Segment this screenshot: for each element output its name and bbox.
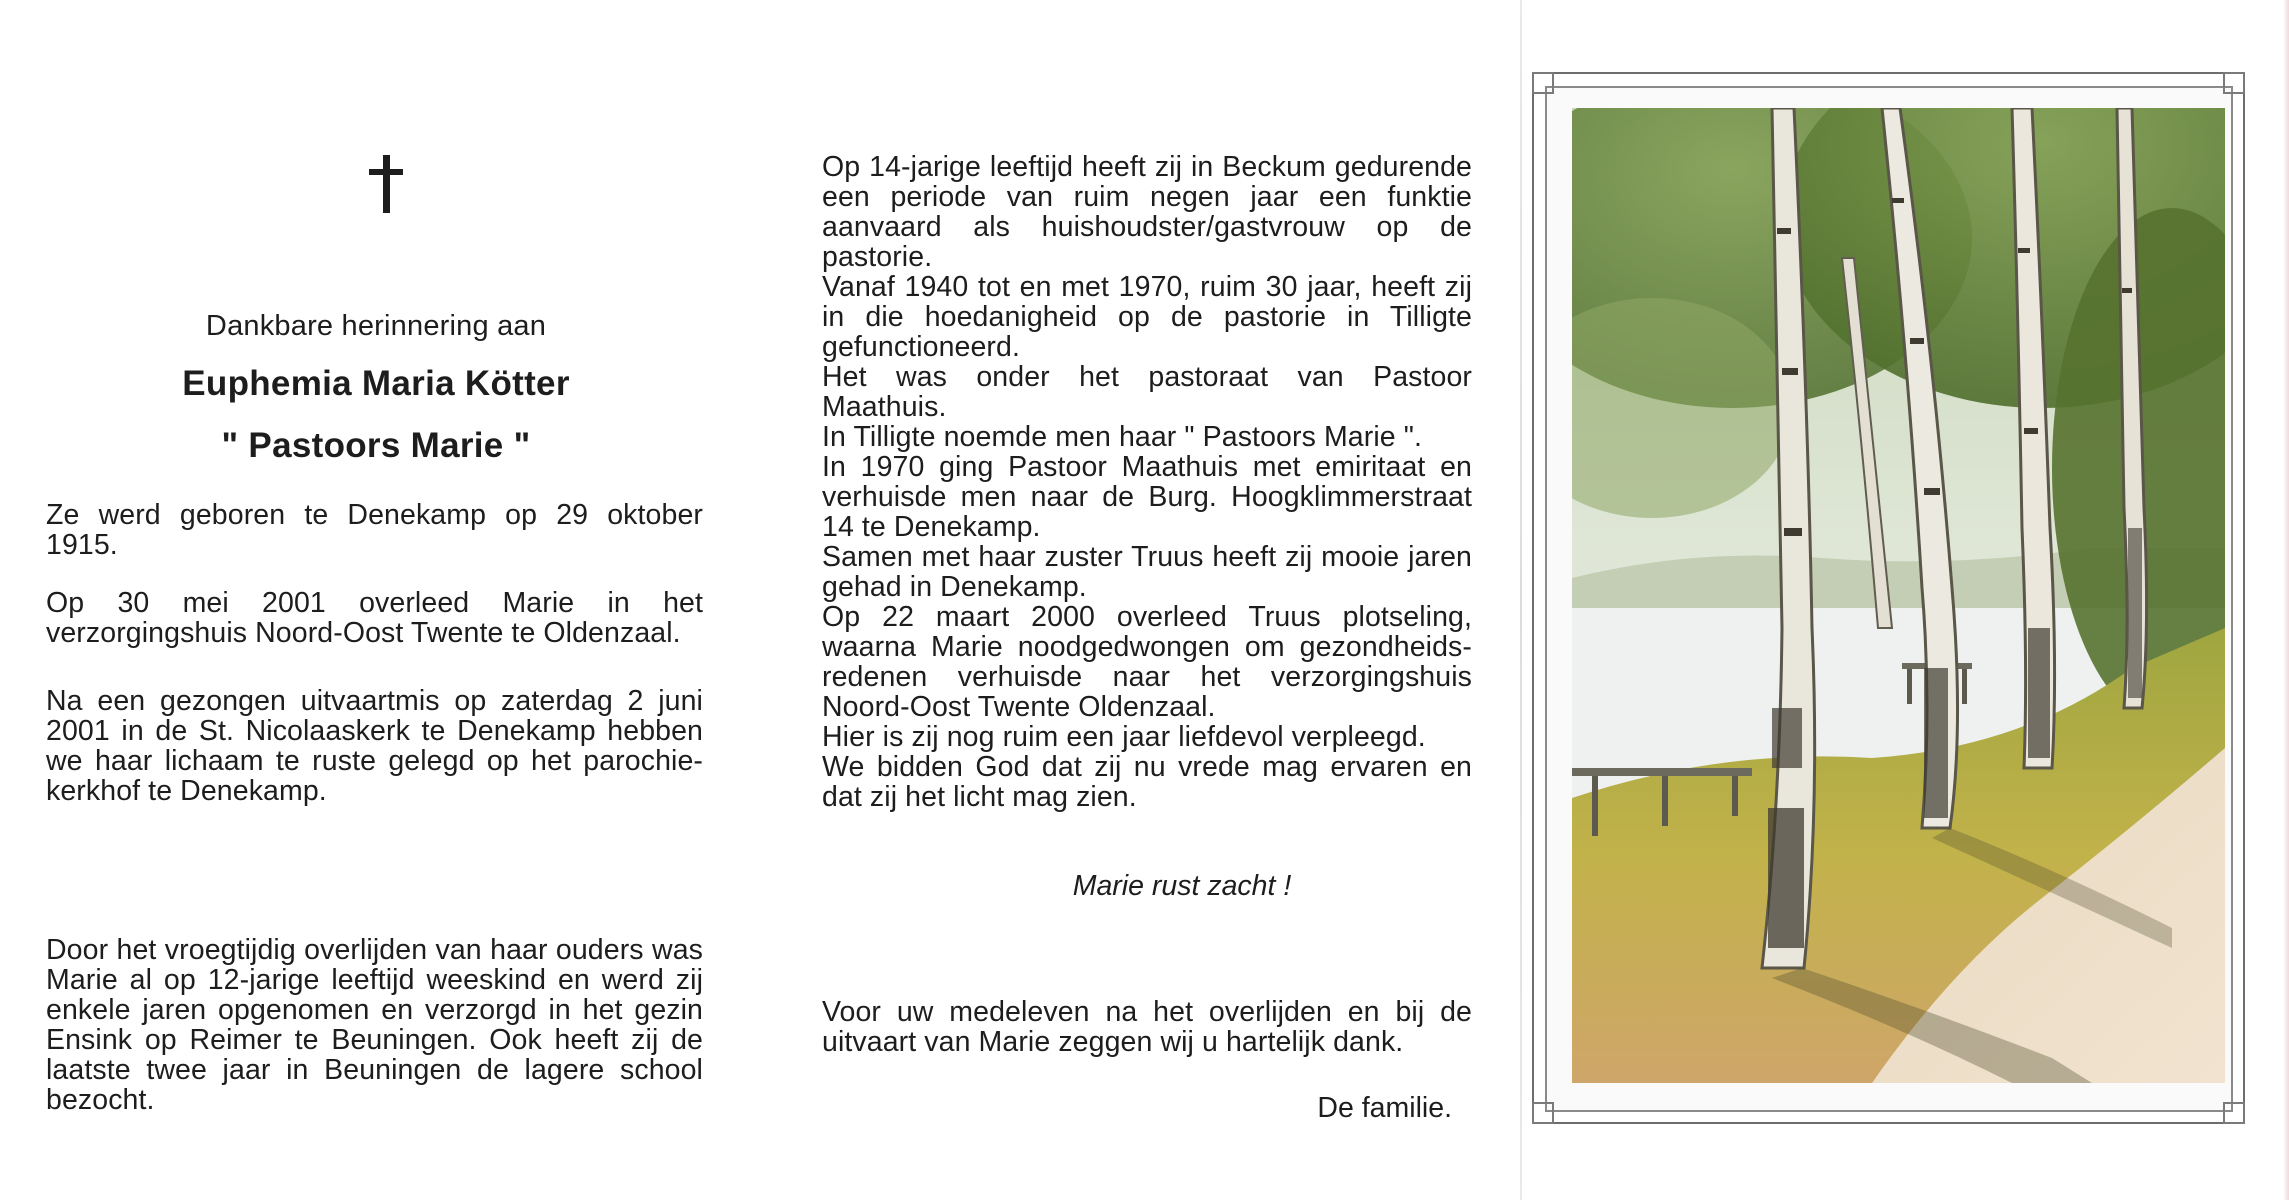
deceased-name: Euphemia Maria Kötter (182, 364, 570, 403)
funeral-paragraph: Na een gezongen uitvaartmis op zaterdag 2 juni 2001 in de St. Nicolaaskerk te Denekamp hebben we haar lichaam te ruste gelegd op het parochie-kerkhof te Denekamp. (46, 685, 703, 807)
frame-corner (2223, 72, 2245, 94)
life-story-line: We bidden God dat zij nu vrede mag ervaren en dat zij het licht mag zien. (822, 751, 1472, 813)
childhood-paragraph: Door het vroegtijdig overlijden van haar ouders was Marie al op 12-jarige leeftijd weeskind en werd zij enkele jaren opgenomen en verzorgd in het gezin Ensink op Reimer te Beuningen. Ook heeft zij de laatste twee jaar in Beuningen de lagere school bezocht. (46, 934, 703, 1116)
deceased-nickname: " Pastoors Marie " (221, 426, 531, 465)
life-story (822, 152, 1472, 812)
signature: De familie. (1317, 1092, 1452, 1124)
life-story-line: Het was onder het pastoraat van Pastoor Maathuis. (822, 361, 1472, 423)
life-story-line: In Tilligte noemde men haar " Pastoors Marie ". (822, 421, 1422, 453)
cross-icon (368, 155, 404, 213)
life-story-line: Hier is zij nog ruim een jaar liefdevol verpleegd. (822, 721, 1426, 753)
card-edge (2283, 0, 2289, 1200)
birch-lake-photo (1572, 108, 2225, 1083)
frame-corner (1532, 72, 1554, 94)
frame-corner (2223, 1102, 2245, 1124)
death-paragraph: Op 30 mei 2001 overleed Marie in het verzorgingshuis Noord-Oost Twente te Oldenzaal. (46, 587, 703, 649)
life-story-line: In 1970 ging Pastoor Maathuis met emiritaat en verhuisde men naar de Burg. Hoogklimmerstraat 14 te Denekamp. (822, 451, 1472, 543)
birth-paragraph: Ze werd geboren te Denekamp op 29 oktober 1915. (46, 499, 703, 561)
life-story-line: Samen met haar zuster Truus heeft zij mooie jaren gehad in Denekamp. (822, 541, 1472, 603)
closing-phrase: Marie rust zacht ! (1072, 870, 1292, 902)
thanks-text: Voor uw medeleven na het overlijden en bij de uitvaart van Marie zeggen wij u hartelijk dank. (822, 996, 1472, 1058)
life-story-line: Op 14-jarige leeftijd heeft zij in Beckum gedurende een periode van ruim negen jaar een funktie aanvaard als huishoudster/gastvrouw op de pastorie. (822, 151, 1472, 273)
life-story-line: Op 22 maart 2000 overleed Truus plotseling, waarna Marie noodgedwongen om gezondheids-redenen verhuisde naar het verzorgingshuis Noord-Oost Twente Oldenzaal. (822, 601, 1472, 723)
card-fold-line (1520, 0, 1522, 1200)
frame-corner (1532, 1102, 1554, 1124)
life-story-line: Vanaf 1940 tot en met 1970, ruim 30 jaar, heeft zij in die hoedanigheid op de pastorie in Tilligte gefunctioneerd. (822, 271, 1472, 363)
intro-text: Dankbare herinnering aan (205, 310, 547, 342)
